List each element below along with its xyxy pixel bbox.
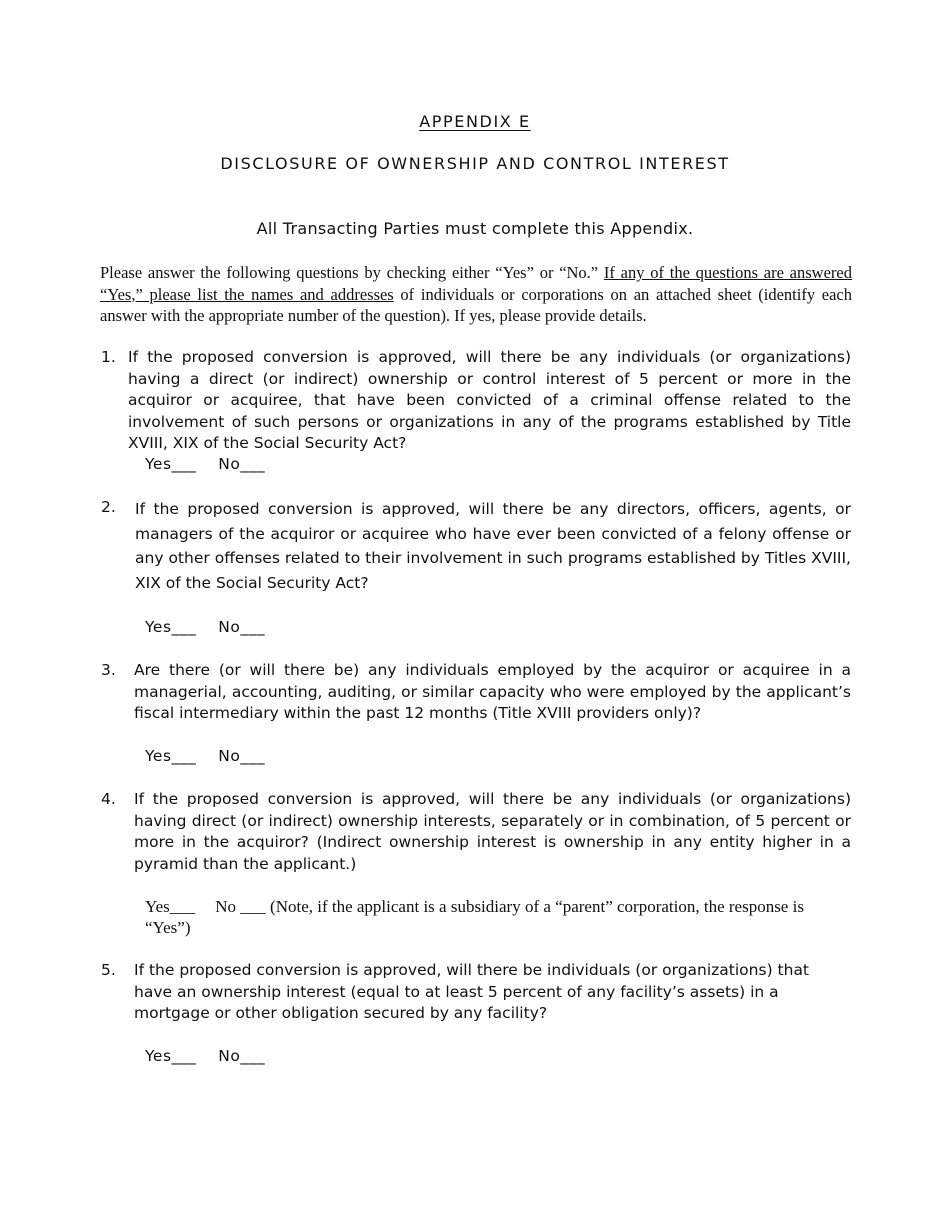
question-number: 5. (101, 961, 116, 979)
intro-paragraph: Please answer the following questions by checking either “Yes” or “No.” If any of the questions are answered “Yes,” please list the names and addresses of individuals or corporations on an attached sheet (identify each answer with the appropriate number of the question). If yes, please provide details. (100, 263, 852, 325)
yes-field[interactable]: Yes___ (145, 455, 197, 473)
yes-field[interactable]: Yes___ (145, 897, 196, 916)
disclosure-subtitle: DISCLOSURE OF OWNERSHIP AND CONTROL INTEREST (220, 154, 730, 173)
yes-no-answer (145, 618, 265, 636)
no-field[interactable]: No___ (218, 618, 266, 636)
no-field[interactable]: No ___ (215, 897, 266, 916)
question-number: 2. (101, 498, 116, 516)
no-field[interactable]: No___ (218, 455, 266, 473)
answer-note: (Note, if the applicant is a subsidiary of a “parent” corporation, the response is “Yes”) (145, 897, 804, 937)
yes-no-answer (145, 747, 265, 765)
question-number: 1. (101, 348, 116, 366)
question-text: If the proposed conversion is approved, will there be any directors, officers, agents, or managers of the acquiror or acquiree who have ever been convicted of a felony offense or any other offenses related to their involvement in such programs established by Titles XVIII, XIX of the Social Security Act? (135, 500, 851, 592)
instruction-note: All Transacting Parties must complete this Appendix. (256, 219, 694, 238)
yes-field[interactable]: Yes___ (145, 618, 197, 636)
yes-no-answer (145, 1047, 265, 1065)
appendix-title: APPENDIX E (419, 112, 531, 131)
question-number: 4. (101, 790, 116, 808)
no-field[interactable]: No___ (218, 1047, 266, 1065)
yes-no-answer (145, 455, 265, 473)
question-text: If the proposed conversion is approved, will there be individuals (or organizations) that have an ownership interest (equal to at least 5 percent of any facility’s assets) in a mortgage or other obligation secured by any facility? (134, 961, 810, 1022)
question-text: If the proposed conversion is approved, will there be any individuals (or organizations) having a direct (or indirect) ownership or control interest of 5 percent or more in the acquiror or acquiree, that have been convicted of a criminal offense related to the involvement of such persons or organizations in any of the programs established by Title XVIII, XIX of the Social Security Act? (128, 348, 851, 452)
yes-field[interactable]: Yes___ (145, 1047, 197, 1065)
question-number: 3. (101, 661, 116, 679)
no-field[interactable]: No___ (218, 747, 266, 765)
question-text: Are there (or will there be) any individuals employed by the acquiror or acquiree in a managerial, accounting, auditing, or similar capacity who were employed by the applicant’s fiscal intermediary within the past 12 months (Title XVIII providers only)? (134, 661, 851, 722)
yes-no-answer (145, 896, 805, 938)
question-text: If the proposed conversion is approved, will there be any individuals (or organizations) having direct (or indirect) ownership interests, separately or in combination, of 5 percent or more in the acquiror? (Indirect ownership interest is ownership in any entity higher in a pyramid than the applicant.) (134, 790, 851, 873)
yes-field[interactable]: Yes___ (145, 747, 197, 765)
underlined-instruction: If any of the questions are answered “Yes,” please list the names and addresses (100, 263, 852, 304)
